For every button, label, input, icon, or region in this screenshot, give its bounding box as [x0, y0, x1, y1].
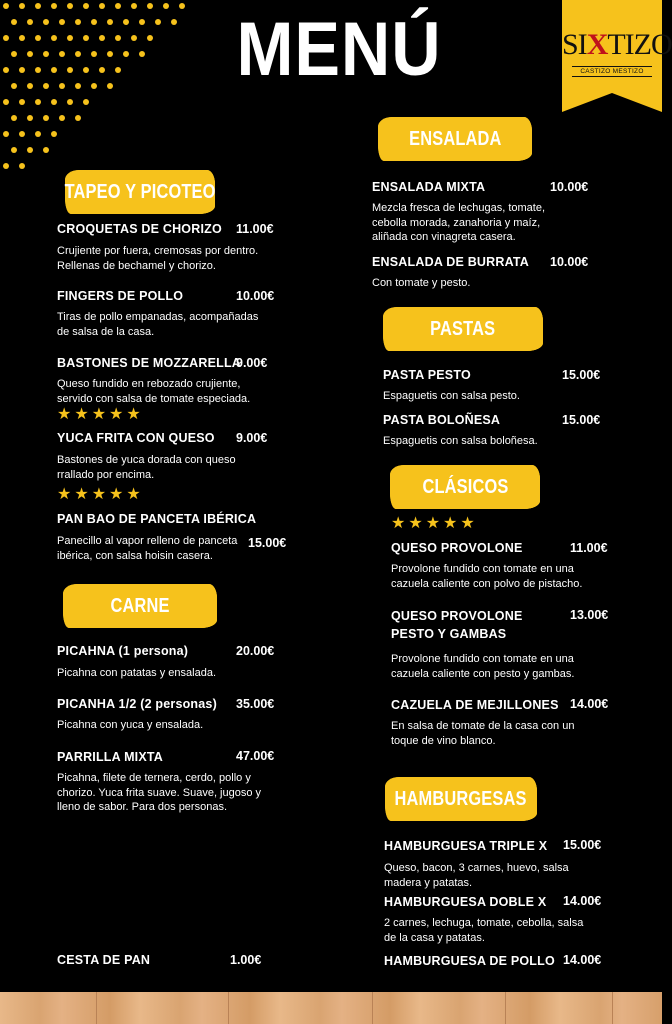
decorative-dot: [11, 83, 17, 89]
section-label-ensalada: [378, 117, 532, 161]
item-name-pasta-bolonesa: PASTA BOLOÑESA: [383, 413, 501, 427]
item-price-ensalada-burrata: 10.00€: [550, 255, 589, 269]
item-price-pan-bao: 15.00€: [248, 536, 287, 550]
decorative-dot: [19, 67, 25, 73]
section-label-carne: [63, 584, 217, 628]
decorative-dot: [43, 115, 49, 121]
item-price-ensalada-mixta: 10.00€: [550, 180, 589, 194]
item-price-yuca: 9.00€: [236, 431, 268, 445]
item-name-triple-x: HAMBURGUESA TRIPLE X: [384, 839, 548, 853]
item-name-croquetas: CROQUETAS DE CHORIZO: [57, 222, 222, 236]
item-price-picanha-half: 35.00€: [236, 697, 275, 711]
decorative-dot: [27, 115, 33, 121]
item-desc-triple-x: Queso, bacon, 3 carnes, huevo, salsa madera y patatas.: [384, 862, 569, 889]
item-price-bastones: 9.00€: [236, 356, 268, 370]
section-title-tapeo: TAPEO Y PICOTEO: [64, 180, 216, 203]
decorative-dot: [19, 99, 25, 105]
item-price-pollo: 14.00€: [563, 953, 602, 967]
item-name-mejillones: CAZUELA DE MEJILLONES: [391, 698, 559, 712]
section-title-clasicos: CLÁSICOS: [421, 475, 509, 498]
decorative-dot: [59, 115, 65, 121]
decorative-dot: [3, 35, 9, 41]
item-desc-fingers: Tiras de pollo empanadas, acompañadas de salsa de la casa.: [57, 311, 259, 338]
section-title-pastas: PASTAS: [430, 317, 496, 340]
decorative-dot: [3, 163, 9, 169]
section-label-tapeo: [65, 170, 215, 214]
decorative-dot: [43, 147, 49, 153]
decorative-dot: [19, 163, 25, 169]
logo: [562, 28, 672, 62]
item-price-croquetas: 11.00€: [236, 222, 274, 236]
decorative-dot: [3, 131, 9, 137]
item-desc-yuca: Bastones de yuca dorada con queso rrallado por encima.: [57, 454, 236, 481]
decorative-dot: [67, 99, 73, 105]
decorative-dot: [27, 83, 33, 89]
decorative-dot: [35, 131, 41, 137]
decorative-dot: [11, 147, 17, 153]
item-desc-pan-bao: Panecillo al vapor relleno de panceta ibérica, con salsa hoisin casera.: [57, 535, 238, 562]
item-name-ensalada-mixta: ENSALADA MIXTA: [372, 180, 486, 194]
item-desc-ensalada-burrata: Con tomate y pesto.: [372, 277, 471, 289]
item-desc-picahna: Picahna con patatas y ensalada.: [57, 667, 217, 679]
item-desc-provolone: Provolone fundido con tomate en una cazuela caliente con polvo de pistacho.: [391, 563, 583, 590]
item-name-fingers: FINGERS DE POLLO: [57, 289, 184, 303]
item-name-ensalada-burrata: ENSALADA DE BURRATA: [372, 255, 530, 269]
item-price-picahna: 20.00€: [236, 644, 275, 658]
item-price-parrilla: 47.00€: [236, 749, 275, 763]
item-name-bastones: BASTONES DE MOZZARELLA: [57, 356, 242, 370]
item-name-cesta-pan: CESTA DE PAN: [57, 953, 151, 967]
decorative-dot: [3, 3, 9, 9]
decorative-dot: [11, 51, 17, 57]
item-desc-picanha-half: Picahna con yuca y ensalada.: [57, 719, 204, 731]
page-title: MENÚ: [236, 7, 442, 92]
decorative-dot: [35, 99, 41, 105]
logo-text-x: X: [586, 28, 608, 61]
section-title-ensalada: ENSALADA: [408, 127, 502, 150]
section-label-clasicos: [390, 465, 540, 509]
decorative-dot: [75, 115, 81, 121]
wood-floor-decoration: [0, 992, 662, 1024]
logo-tagline: CASTIZO MESTIZO: [572, 66, 652, 77]
rating-stars: ★★★★★: [57, 406, 144, 423]
decorative-dot: [51, 99, 57, 105]
section-label-hamburguesas: [385, 777, 537, 821]
item-price-doble-x: 14.00€: [563, 894, 602, 908]
item-name-pan-bao: PAN BAO DE PANCETA IBÉRICA: [57, 512, 257, 526]
item-price-cesta-pan: 1.00€: [230, 953, 262, 967]
item-name-doble-x: HAMBURGUESA DOBLE X: [384, 895, 547, 909]
item-desc-doble-x: 2 carnes, lechuga, tomate, cebolla, salsa de la casa y patatas.: [384, 917, 584, 944]
item-desc-croquetas: Crujiente por fuera, cremosas por dentro. Rellenas de bechamel y chorizo.: [57, 245, 259, 272]
item-name-picahna: PICAHNA (1 persona): [57, 644, 189, 658]
item-name-yuca: YUCA FRITA CON QUESO: [57, 431, 215, 445]
rating-stars: ★★★★★: [391, 515, 478, 532]
item-name-pollo: HAMBURGUESA DE POLLO: [384, 954, 555, 968]
item-price-pasta-pesto: 15.00€: [562, 368, 601, 382]
item-name-provolone-pesto-line2: PESTO Y GAMBAS: [391, 627, 507, 641]
item-desc-ensalada-mixta: Mezcla fresca de lechugas, tomate, cebolla morada, zanahoria y maíz, aliñada con vinagreta casera.: [372, 202, 546, 243]
decorative-dot: [83, 99, 89, 105]
section-title-hamburguesas: HAMBURGESAS: [394, 787, 528, 810]
logo-banner: [562, 0, 672, 112]
logo-text-a: SI: [562, 28, 587, 61]
item-price-fingers: 10.00€: [236, 289, 275, 303]
rating-stars: ★★★★★: [57, 486, 144, 503]
item-name-provolone: QUESO PROVOLONE: [391, 541, 523, 555]
decorative-dot: [3, 99, 9, 105]
decorative-dot: [19, 35, 25, 41]
decorative-dot: [11, 115, 17, 121]
item-name-provolone-pesto-line1: QUESO PROVOLONE: [391, 609, 523, 623]
decorative-dot: [3, 67, 9, 73]
decorative-dot: [27, 19, 33, 25]
item-desc-pasta-bolonesa: Espaguetis con salsa boloñesa.: [383, 435, 538, 447]
logo-text-b: TIZO: [607, 28, 672, 61]
item-desc-provolone-pesto: Provolone fundido con tomate en una cazuela caliente con pesto y gambas.: [391, 653, 575, 680]
decorative-dot: [27, 147, 33, 153]
item-desc-parrilla: Picahna, filete de ternera, cerdo, pollo y chorizo. Yuca frita suave. Suave, jugoso y lleno de sabor. Para dos personas.: [57, 772, 262, 813]
decorative-dot: [11, 19, 17, 25]
item-price-provolone: 11.00€: [570, 541, 608, 555]
decorative-dot: [27, 51, 33, 57]
item-desc-bastones: Queso fundido en rebozado crujiente, servido con salsa de tomate especiada.: [57, 378, 251, 405]
item-name-parrilla: PARRILLA MIXTA: [57, 750, 164, 764]
item-price-pasta-bolonesa: 15.00€: [562, 413, 601, 427]
item-name-picanha-half: PICANHA 1/2 (2 personas): [57, 697, 217, 711]
decorative-dot: [19, 3, 25, 9]
section-label-pastas: [383, 307, 543, 351]
item-price-provolone-pesto: 13.00€: [570, 608, 609, 622]
item-desc-mejillones: En salsa de tomate de la casa con un toque de vino blanco.: [391, 720, 575, 747]
item-name-pasta-pesto: PASTA PESTO: [383, 368, 471, 382]
item-price-mejillones: 14.00€: [570, 697, 609, 711]
section-title-carne: CARNE: [110, 594, 170, 617]
decorative-dot: [19, 131, 25, 137]
decorative-dot: [51, 131, 57, 137]
item-price-triple-x: 15.00€: [563, 838, 602, 852]
item-desc-pasta-pesto: Espaguetis con salsa pesto.: [383, 390, 520, 402]
